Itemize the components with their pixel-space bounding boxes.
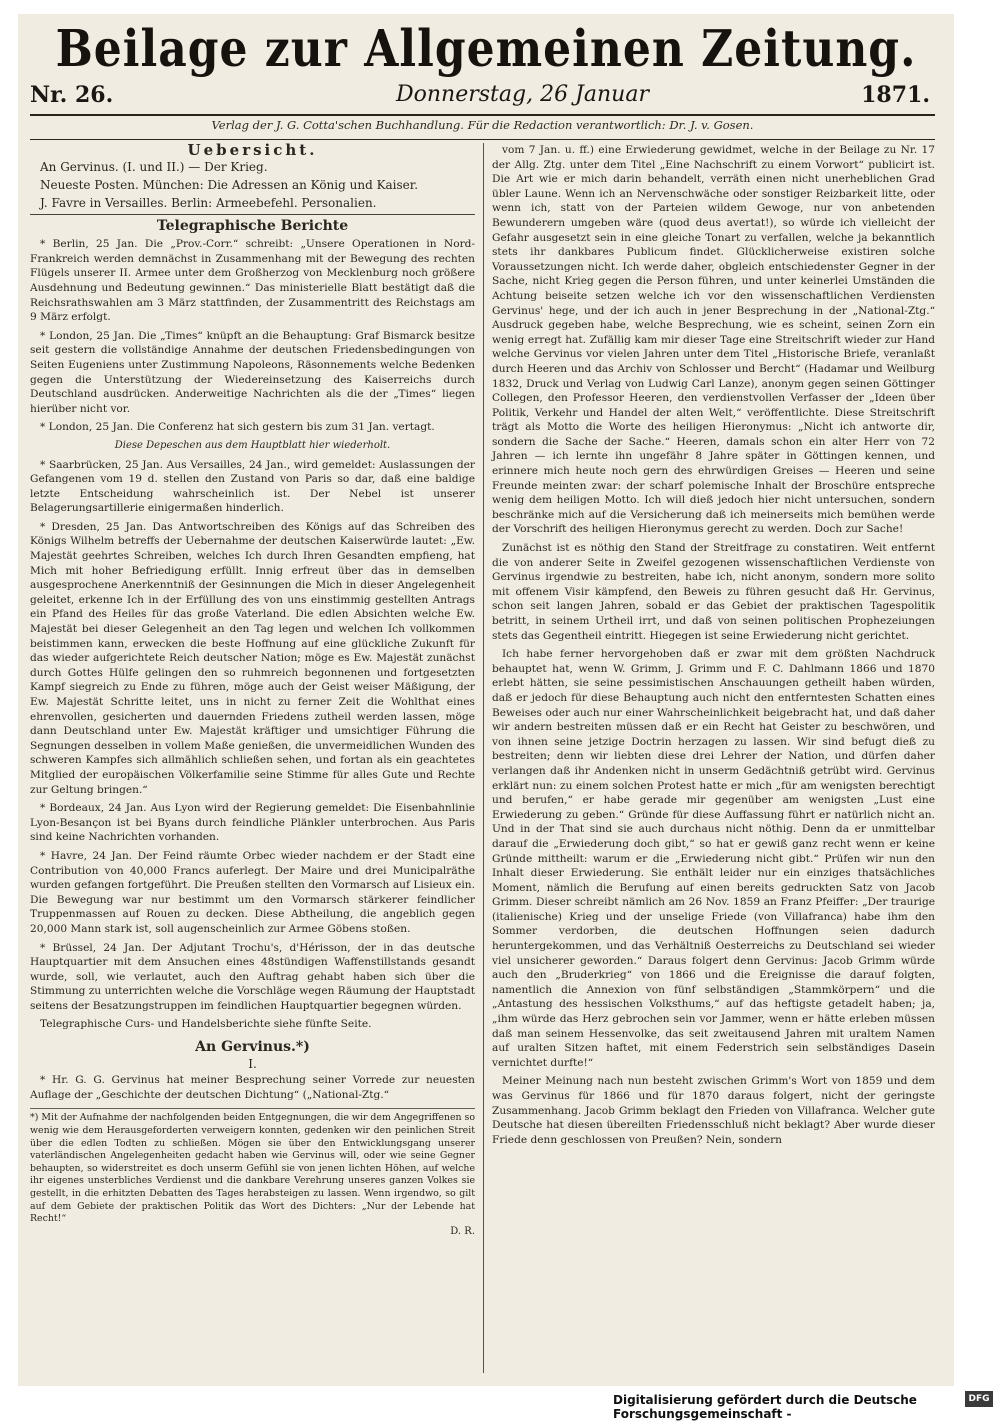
- footnote-signature: D. R.: [450, 1225, 475, 1237]
- editorial-footnote: [30, 1108, 475, 1238]
- column-divider: [483, 143, 484, 1373]
- right-column: [492, 143, 935, 1151]
- section-divider: [30, 214, 475, 215]
- article-paragraph: Ich habe ferner hervorgehoben daß er zwar mit dem größten Nachdruck behauptet hat, wenn W. Grimm, J. Grimm und F. C. Dahlmann 1866 und 1870 erlebt hätten, sie seine pessimistischen Anschauungen getheilt haben würden, daß er jedoch für diese Behauptung auch nicht den entferntesten Schatten eines Beweises oder auch nur einer Wahrscheinlichkeit beigebracht hat, und daß daher wir andern bestreiten müssen daß er ein Recht hat Geister zu beschwören, und von ihnen seine jetzige Doctrin herzagen zu lassen. Wir sind befugt dieß zu bestreiten; denn wir liebten diese drei Lehrer der Nation, und dürfen daher verlangen daß ihr Andenken nicht in unserm Gedächtniß getrübt wird. Gervinus erklärt nun: zu einem solchen Protest hatte er mich „für am wenigsten berechtigt und berufen,“ er habe gerade mir gegenüber am wenigsten „Lust eine Erwiederung zu geben.“ Gründe für diese Auffassung führt er natürlich nicht an. Und in der That sind sie auch durchaus nicht nöthig. Denn da er unmittelbar darauf die „Erwiederung doch gibt,“ so hat er gewiß ganz recht wenn er keine Gründe mittheilt: warum er die „Erwiederung nicht gibt.“ Prüfen wir nun den Inhalt dieser Erwiederung. Sie enthält leider nur ein einziges thatsächliches Moment, nämlich die Berufung auf einen bereits gedruckten Satz von Jacob Grimm. Dieser schreibt nämlich am 26 Nov. 1859 an Franz Pfeiffer: „Der traurige (italienische) Krieg und der unselige Friede (von Villafranca) habe ihm den Sommer verdorben, die deutschen Hoffnungen seien dadurch heruntergekommen, und das Verhältniß Oesterreichs zu Deutschland sei wieder viel unsicherer geworden.“ Daraus folgert denn Gervinus: Jacob Grimm würde auch den „Bruderkrieg“ von 1866 und die Ereignisse die darauf folgten, namentlich die Annexion von fünf selbständigen „Stammkörpern“ und die „Antastung des hessischen Volksthums,“ auf das heftigste getadelt haben; ja, „ihm würde das Herz gebrochen sein vor Jammer, wenn er hätte erleben müssen daß man seinem Hessenvolke, das seit zweitausend Jahren mit uraltem Namen auf uralten Sitzen haftet, mit einem Federstrich sein selbständiges Dasein vernichtet durfte!“: [492, 648, 935, 1069]
- telegraph-section-title: Telegraphische Berichte: [156, 217, 349, 234]
- dispatch-closing: Telegraphische Curs- und Handelsberichte siehe fünfte Seite.: [40, 1018, 372, 1031]
- dispatch-paragraph: * London, 25 Jan. Die Conferenz hat sich gestern bis zum 31 Jan. vertagt.: [40, 421, 435, 434]
- dispatch-paragraph: * Saarbrücken, 25 Jan. Aus Versailles, 24 Jan., wird gemeldet: Auslassungen der Gefangenen vom 19 d. stellen den Zustand von Paris so dar, daß eine baldige letzte Entscheidung wahrscheinlich ist. Der Nebel ist unserer Belagerungsartillerie einigermaßen hinderlich.: [30, 458, 475, 515]
- dispatch-paragraph: * Brüssel, 24 Jan. Der Adjutant Trochu's, d'Hérisson, der in das deutsche Hauptquartier mit dem Ansuchen eines 48stündigen Waffenstillstands gesandt wurde, soll, wie verlautet, auch den Auftrag gehabt haben sich über die Stimmung zu unterrichten welche die Vorschläge wegen Räumung der Hauptstadt seitens der Besatzungstruppen im feindlichen Hauptquartier begegnen würden.: [30, 941, 475, 1012]
- footnote-text: *) Mit der Aufnahme der nachfolgenden beiden Entgegnungen, die wir dem Angegriffenen so wenig wie dem Herausgeforderten verweigern konnten, gedenken wir den peinlichen Streit über die edlen Todten zu schließen. Mögen sie über den Entwicklungsgang unserer vaterländischen Angelegenheiten gedacht haben wie Gervinus will, oder wie seine Gegner behaupten, so widerstreitet es doch unserm Gefühl sie von jenen lichten Höhen, auf welche ihr eigenes unsterbliches Verdienst und die dankbare Verehrung unseres ganzen Volkes sie gestellt, in die erhitzten Debatten des Tages herabsteigen zu lassen. Wenn irgendwo, so gilt auf dem Gebiete der praktischen Politik das Wort des Dichters: „Nur der Lebende hat Recht!“: [30, 1112, 475, 1225]
- article-paragraph: Meiner Meinung nach nun besteht zwischen Grimm's Wort von 1859 und dem was Gervinus für 1866 und für 1870 daraus folgert, nicht der geringste Zusammenhang. Jacob Grimm beklagt den Frieden von Villafranca. Welcher gute Deutsche hat diesen übereilten Friedensschluß nicht beklagt? Aber wurde dieser Friede denn geschlossen von Preußen? Nein, sondern: [492, 1075, 935, 1146]
- dispatch-paragraph: * London, 25 Jan. Die „Times“ knüpft an die Behauptung: Graf Bismarck besitze seit gestern die vollständige Annahme der deutschen Friedensbedingungen von Seiten Eugeniens unter Zustimmung Napoleons, Räsonnements welche Bedenken gegen die Unterstützung der Wiedereinsetzung des Kaiserreichs durch Deutschland ausdrücken. Anderweitige Nachrichten als die der „Times“ liegen hierüber nicht vor.: [30, 329, 475, 415]
- issue-number: Nr. 26.: [30, 82, 114, 108]
- dispatch-note: Diese Depeschen aus dem Hauptblatt hier wiederholt.: [114, 439, 391, 451]
- toc-line: An Gervinus. (I. und II.) — Der Krieg.: [40, 159, 268, 174]
- publisher-imprint: Verlag der J. G. Cotta'schen Buchhandlung. Für die Redaction verantwortlich: Dr. J. v. Gosen.: [211, 118, 754, 132]
- article-intro: * Hr. G. G. Gervinus hat meiner Besprechung seiner Vorrede zur neuesten Auflage der „Geschichte der deutschen Dichtung“ („National-Ztg.“: [30, 1074, 475, 1101]
- digitization-credit: Digitalisierung gefördert durch die Deutsche Forschungsgemeinschaft -: [613, 1393, 917, 1421]
- masthead-title: Beilage zur Allgemeinen Zeitung.: [55, 20, 917, 79]
- header-rule-bottom: [30, 139, 935, 140]
- toc-line: Neueste Posten. München: Die Adressen an König und Kaiser.: [40, 177, 419, 192]
- header-rule-top: [30, 114, 935, 116]
- dispatch-paragraph: * Havre, 24 Jan. Der Feind räumte Orbec wieder nachdem er der Stadt eine Contribution von 40,000 Francs auferlegt. Der Maire und drei Municipalräthe wurden gefangen fortgeführt. Die Preußen stellten den Vormarsch auf Lisieux ein. Die Bewegung war nur bestimmt um den Vormarsch stärkerer feindlicher Truppenmassen auf Rouen zu decken. Diese Abtheilung, die angeblich gegen 20,000 Mann stark ist, soll augenscheinlich zur Armee Göbens stoßen.: [30, 849, 475, 935]
- article-part-number: I.: [248, 1056, 257, 1071]
- dispatch-paragraph: * Bordeaux, 24 Jan. Aus Lyon wird der Regierung gemeldet: Die Eisenbahnlinie Lyon-Besançon ist bei Byans durch feindliche Plänkler unterbrochen. Aus Paris sind keine Nachrichten vorhanden.: [30, 802, 475, 844]
- toc-line: J. Favre in Versailles. Berlin: Armeebefehl. Personalien.: [40, 195, 377, 210]
- issue-year: 1871.: [861, 82, 930, 108]
- toc-title: Uebersicht.: [187, 141, 318, 159]
- article-paragraph: vom 7 Jan. u. ff.) eine Erwiederung gewidmet, welche in der Beilage zu Nr. 17 der Allg. Ztg. unter dem Titel „Eine Nachschrift zu einem Vorwort“ publicirt ist. Die Art wie er mich darin behandelt, verräth einen nicht unerheblichen Grad übler Laune. Wenn ich an Nervenschwäche oder sonstiger Reizbarkeit litte, oder wenn ich, statt von der Parteien wildem Gewoge, nur von anbetenden Bewunderern umgeben wäre (quod deus avertat!), so würde ich vielleicht der Gefahr ausgesetzt sein in eine gleiche Tonart zu verfallen, welche ja bekanntlich stets ihr dankbares Publicum findet. Glücklicherweise existiren solche Voraussetzungen nicht. Ich werde daher, obgleich entschiedenster Gegner in der Sache, nicht Krieg gegen die Person führen, und unter keinerlei Umständen die Achtung beiseite setzen welche ich vor den wissenschaftlichen Verdiensten Gervinus' hege, und der ich auch in jener Besprechung in der „National-Ztg.“ Ausdruck gegeben habe, welche Besprechung, wie es scheint, seinen Zorn ein wenig erregt hat. Zufällig kam mir dieser Tage eine Streitschrift wieder zur Hand welche Gervinus vor vielen Jahren unter dem Titel „Historische Briefe, veranlaßt durch Heeren und das Archiv von Schlosser und Bercht“ (Hadamar und Weilburg 1832, Druck und Verlag von Ludwig Carl Lanze), anonym gegen seinen Göttinger Collegen, den Professor Heeren, den verdienstvollen Verfasser der „Ideen über Politik, Verkehr und Handel der alten Welt,“ veröffentlichte. Diese Streitschrift trägt als Motto die Worte des heiligen Hieronymus: „Nicht ich antworte dir, sondern die Sache der Sache.“ Heeren, damals schon ein alter Herr von 72 Jahren — ich lernte ihn ungefähr 8 Jahre später in Göttingen kennen, und erinnere mich heute noch gern des ehrwürdigen Greises — Heeren und seine Freunde meinten zwar: der scharf polemische Inhalt der Broschüre entspreche wenig dem heiligen Motto. Ich will dieß jedoch hier nicht untersuchen, sondern beschränke mich auf die Versicherung daß ich meinerseits mich bemühen werde der Vorschrift des heiligen Hieronymus gerecht zu werden. Doch zur Sache!: [492, 144, 935, 536]
- dispatch-paragraph: * Berlin, 25 Jan. Die „Prov.-Corr.“ schreibt: „Unsere Operationen in Nord-Frankreich werden demnächst in Zusammenhang mit der Bewegung des rechten Flügels unserer II. Armee unter dem Großherzog von Mecklenburg noch größere Ausdehnung und Bedeutung gewinnen.“ Das ministerielle Blatt bestätigt daß die Reichsrathswahlen am 3 März stattfinden, der Zusammentritt des Reichstags am 9 März erfolgt.: [30, 238, 475, 324]
- gervinus-article-title: An Gervinus.*): [195, 1039, 310, 1056]
- article-paragraph: Zunächst ist es nöthig den Stand der Streitfrage zu constatiren. Weit entfernt die von anderer Seite in Zweifel gezogenen wissenschaftlichen Verdienste von Gervinus irgendwie zu bestreiten, habe ich, nicht anonym, sondern more solito mit offenem Visir kämpfend, den Beweis zu führen gesucht daß Hr. Gervinus, schon seit langen Jahren, sobald er das Gebiet der praktischen Tagespolitik betritt, in seinem Urtheil irrt, und daß von seinen politischen Prophezeiungen stets das Gegentheil eintritt. Hiegegen ist seine Erwiederung nicht gerichtet.: [492, 542, 935, 642]
- issue-date: Donnerstag, 26 Januar: [396, 82, 649, 107]
- left-column: [30, 143, 475, 1242]
- dispatch-paragraph: * Dresden, 25 Jan. Das Antwortschreiben des Königs auf das Schreiben des Königs Wilhelm betreffs der Uebernahme der deutschen Kaiserwürde lautet: „Ew. Majestät geehrtes Schreiben, welches Ich durch Ihren Gesandten empfieng, hat Mich mit hoher Befriedigung erfüllt. Innig erfreut über das in demselben ausgesprochene Anerkenntniß der Gesinnungen die Mich in dieser Angelegenheit geleitet, erkenne Ich in der Erfüllung des von uns einstimmig gestellten Antrags ein Pfand des Heiles für das große Vaterland. Die edlen Absichten welche Ew. Majestät bei dieser Gelegenheit an den Tag legen und welchen Ich vollkommen beistimmen kann, erwecken die beste Hoffnung auf eine glückliche Zukunft für das wieder aufgerichtete Reich deutscher Nation; möge es Ew. Majestät zunächst durch Gottes Hülfe gelingen den so ruhmreich begonnenen und fortgesetzten Kampf siegreich zu Ende zu führen, möge auch der Geist weiser Mäßigung, der Ew. Majestät Schritte leitet, uns in nicht zu ferner Zeit die Wohlthat eines ehrenvollen, gesicherten und dauernden Friedens zutheil werden lassen, möge dann Deutschland unter Ew. Majestät kräftiger und umsichtiger Führung die Segnungen desselben in vollem Maße genießen, die unvermeidlichen Wunden des schweren Kampfes sich allmählich schließen sehen, und fortan als ein geachtetes Mitglied der europäischen Völkerfamilie seine Stimme für alles Gute und Rechte zur Geltung bringen.“: [30, 520, 475, 796]
- dfg-logo: DFG: [965, 1391, 993, 1407]
